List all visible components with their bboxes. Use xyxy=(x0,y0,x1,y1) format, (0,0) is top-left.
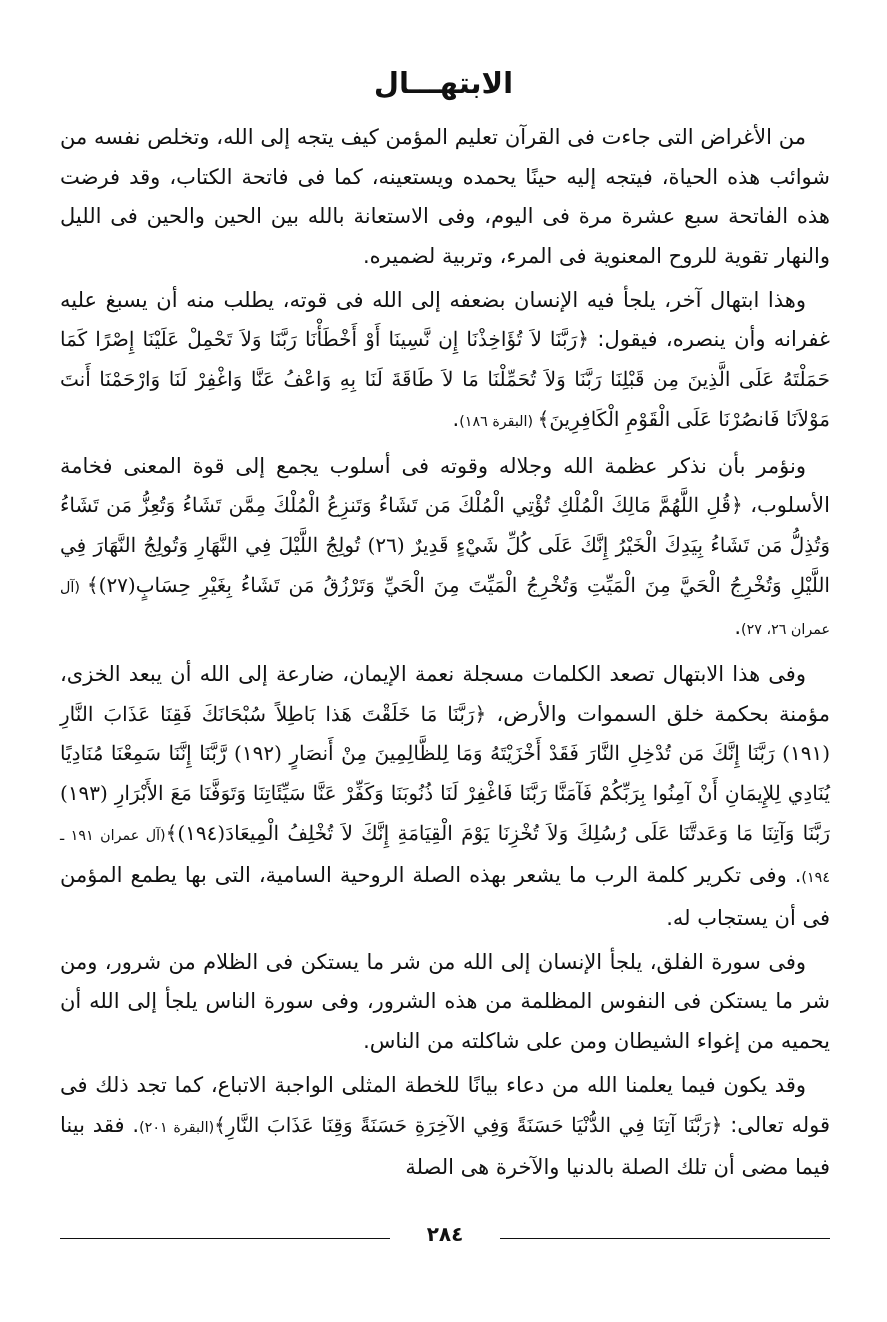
paragraph-text: وقد يكون فيما يعلمنا الله من دعاء بيانًا للخطة المثلى الواجبة الاتباع، كما تجد ذلك فى قوله تعالى: xyxy=(60,1072,830,1137)
verse-reference: (البقرة ٢٠١) xyxy=(139,1119,215,1136)
quran-quote: ﴿رَبَّنَا لاَ تُؤَاخِذْنَا إِن نَّسِينَا أَوْ أَخْطَأْنَا رَبَّنَا وَلاَ تَحْمِلْ عَلَيْنَا إِصْرًا كَمَا حَمَلْتَهُ عَلَى الَّذِينَ مِن قَبْلِنَا رَبَّنَا وَلاَ تُحَمِّلْنَا مَا لاَ طَاقَةَ لَنَا بِهِ وَاعْفُ عَنَّا وَاغْفِرْ لَنَا وَارْحَمْنَا أَنتَ مَوْلاَنَا فَانصُرْنَا عَلَى الْقَوْمِ الْكَافِرِينَ﴾ xyxy=(60,327,830,431)
paragraph-text: . وفى تكرير كلمة الرب ما يشعر بهذه الصلة الروحية السامية، التى بها يطمع المؤمن فى أن يستجاب له. xyxy=(60,863,830,931)
page-title: الابتهـــال xyxy=(373,66,514,100)
paragraph xyxy=(60,1066,830,1188)
quran-quote: ﴿قُلِ اللَّهُمَّ مَالِكَ الْمُلْكِ تُؤْتِي الْمُلْكَ مَن تَشَاءُ وَتَنزِعُ الْمُلْكَ مِمَّن تَشَاءُ وَتُعِزُّ مَن تَشَاءُ وَتُذِلُّ مَن تَشَاءُ بِيَدِكَ الْخَيْرُ إِنَّكَ عَلَى كُلِّ شَيْءٍ قَدِيرٌ (٢٦) تُولِجُ اللَّيْلَ فِي النَّهَارِ وَتُولِجُ النَّهَارَ فِي اللَّيْلِ وَتُخْرِجُ الْحَيَّ مِنَ الْمَيِّتِ وَتُخْرِجُ الْمَيِّتَ مِنَ الْحَيِّ وَتَرْزُقُ مَن تَشَاءُ بِغَيْرِ حِسَابٍ(٢٧)﴾ xyxy=(60,493,830,597)
quran-quote: ﴿رَبَّنَا مَا خَلَقْتَ هَذا بَاطِلاً سُبْحَانَكَ فَقِنَا عَذَابَ النَّارِ (١٩١) رَبَّنَا إِنَّكَ مَن تُدْخِلِ النَّارَ فَقَدْ أَخْزَيْتَهُ وَمَا لِلظَّالِمِينَ مِنْ أَنصَارٍ (١٩٢) رَّبَّنَا إِنَّنَا سَمِعْنَا مُنَادِيًا يُنَادِي لِلإِيمَانِ أَنْ آمِنُوا بِرَبِّكُمْ فَآمَنَّا رَبَّنَا فَاغْفِرْ لَنَا ذُنُوبَنَا وَكَفِّرْ عَنَّا سَيِّئَاتِنَا وَتَوَفَّنَا مَعَ الأَبْرَارِ (١٩٣) رَبَّنَا وَآتِنَا مَا وَعَدتَّنَا عَلَى رُسُلِكَ وَلاَ تُخْزِنَا يَوْمَ الْقِيَامَةِ إِنَّكَ لاَ تُخْلِفُ الْمِيعَادَ(١٩٤)﴾ xyxy=(60,701,831,845)
paragraph xyxy=(60,447,830,651)
paragraph xyxy=(60,655,830,939)
quran-quote: ﴿رَبَّنَا آتِنَا فِي الدُّنْيَا حَسَنَةً وَفِي الآخِرَةِ حَسَنَةً وَقِنَا عَذَابَ النَّارِ﴾ xyxy=(214,1112,723,1137)
page-number: ٢٨٤ xyxy=(426,1222,464,1246)
paragraph-text: . xyxy=(734,615,742,640)
body-text xyxy=(60,118,830,1192)
paragraph-text: . xyxy=(452,406,460,431)
verse-reference: (آل عمران ٢٦، ٢٧) xyxy=(60,579,830,639)
paragraph-text: وفى هذا الابتهال تصعد الكلمات مسجلة نعمة الإيمان، ضارعة إلى الله أن يبعد الخزى، مؤمنة بحكمة خلق السموات والأرض، xyxy=(60,661,830,726)
verse-reference: (آل عمران ١٩١ ـ ١٩٤) xyxy=(60,827,830,887)
paragraph-text: ونؤمر بأن نذكر عظمة الله وجلاله وقوته فى أسلوب يجمع إلى قوة المعنى فخامة الأسلوب، xyxy=(60,453,830,518)
paragraph xyxy=(60,281,830,443)
page-footer xyxy=(60,1222,830,1252)
paragraph-text: . فقد بينا فيما مضى أن تلك الصلة بالدنيا والآخرة هى الصلة xyxy=(60,1112,830,1180)
paragraph-text: وهذا ابتهال آخر، يلجأ فيه الإنسان بضعفه إلى الله فى قوته، يطلب منه أن يسبغ عليه غفرانه وأن ينصره، فيقول: xyxy=(60,287,830,352)
paragraph-text: من الأغراض التى جاءت فى القرآن تعليم المؤمن كيف يتجه إلى الله، وتخلص نفسه من شوائب هذه الحياة، فيتجه إليه حينًا يحمده ويستعينه، كما فى فاتحة الكتاب، وقد فرضت هذه الفاتحة سبع عشرة مرة فى اليوم، وفى الاستعانة بالله بين الحين والحين فى الليل والنهار تقوية للروح المعنوية فى المرء، وتربية لضميره. xyxy=(60,125,830,269)
paragraph xyxy=(60,943,830,1062)
paragraph-text: وفى سورة الفلق، يلجأ الإنسان إلى الله من شر ما يستكن فى الظلام من شرور، ومن شر ما يستكن فى النفوس المظلمة من هذه الشرور، وفى سورة الناس يلجأ إلى الله أن يحميه من إغواء الشيطان ومن على شاكلته من الناس. xyxy=(60,949,830,1054)
paragraph xyxy=(60,118,830,277)
verse-reference: (البقرة ١٨٦) xyxy=(459,413,538,430)
